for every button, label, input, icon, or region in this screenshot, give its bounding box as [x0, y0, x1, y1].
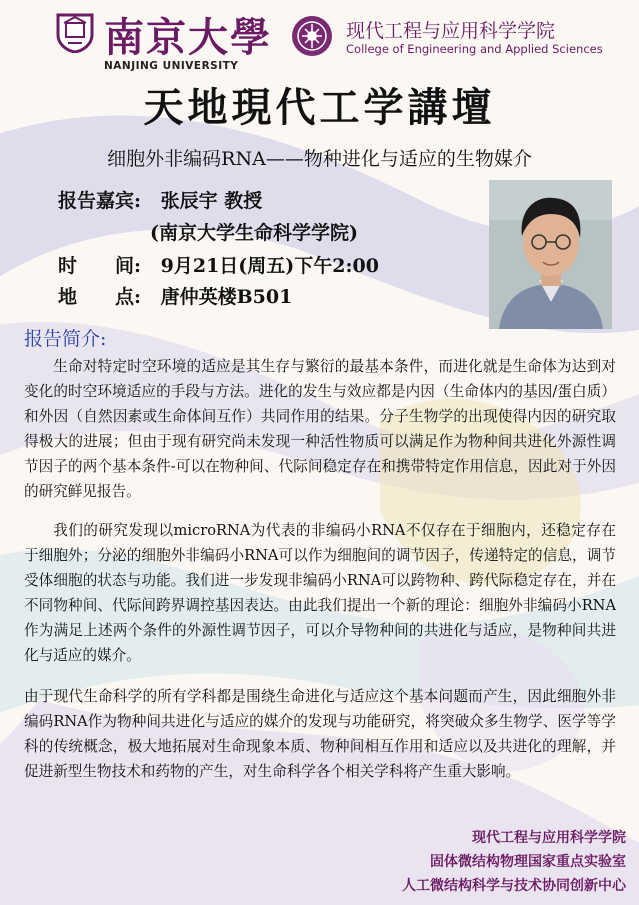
time-line [58, 251, 379, 278]
speaker-affiliation: (南京大学生命科学学院) [150, 222, 358, 244]
nju-seal-icon [54, 11, 96, 53]
intro-paragraph-2: 我们的研究发现以microRNA为代表的非编码小RNA不仅存在于细胞内，还稳定存在于细胞外；分泌的细胞外非编码小RNA可以作为细胞间的调节因子，传递特定的信息，调节受体细胞的状态与功能。我们进一步发现非编码小RNA可以跨物种、跨代际稳定存在，并在不同物种间、代际间跨界调控基因表达。由此我们提出一个新的理论：细胞外非编码小RNA作为满足上述两个条件的外源性调节因子，可以介导物种间的共进化与适应，是物种间共进化与适应的媒介。 [24, 522, 616, 664]
intro-paragraph-1: 生命对特定时空环境的适应是其生存与繁衍的最基本条件，而进化就是生命体为达到对变化的时空环境适应的手段与方法。进化的发生与效应都是内因（生命体内的基因/蛋白质）和外因（自然因素或生命体间互作）共同作用的结果。分子生物学的出现使得内因的研究取得极大的进展；但由于现有研究尚未发现一种活性物质可以满足作为物种间共进化外源性调节因子的两个基本条件-可以在物种间、代际间稳定存在和携带特定作用信息，因此对于外因的研究鲜见报告。 [24, 358, 616, 500]
speaker-name: 张辰宇 教授 [160, 190, 263, 212]
organizer-college: 现代工程与应用科学学院 [472, 830, 626, 846]
place-value: 唐仲英楼B501 [160, 286, 293, 308]
place-line [58, 282, 292, 309]
speaker-label: 报告嘉宾: [58, 190, 142, 212]
college-name-cn: 现代工程与应用科学学院 [346, 20, 556, 42]
intro-heading: 报告简介: [24, 328, 107, 350]
speaker-line [58, 186, 262, 213]
place-label: 地 点: [58, 286, 142, 308]
talk-title: 细胞外非编码RNA——物种进化与适应的生物媒介 [107, 148, 532, 170]
series-title: 天地現代工学講壇 [143, 84, 496, 131]
nju-english-name: NANJING UNIVERSITY [104, 60, 239, 72]
speaker-photo [489, 180, 612, 329]
college-name-en: College of Engineering and Applied Sciences [346, 42, 603, 56]
organizer-lab: 固体微结构物理国家重点实验室 [430, 854, 626, 870]
time-label: 时 间: [58, 255, 142, 277]
nju-logo-text: 南京大學 [104, 14, 272, 61]
time-value: 9月21日(周五)下午2:00 [160, 255, 379, 277]
college-seal-icon [290, 14, 334, 58]
intro-paragraph-3: 由于现代生命科学的所有学科都是围绕生命进化与适应这个基本问题而产生，因此细胞外非编码RNA作为物种间共进化与适应的媒介的发现与功能研究，将突破众多生物学、医学等学科的传统概念，极大地拓展对生命现象本质、物种间相互作用和适应以及共进化的理解，并促进新型生物技术和药物的产生，对生命科学各个相关学科将产生重大影响。 [24, 688, 616, 780]
organizer-center: 人工微结构科学与技术协同创新中心 [402, 878, 626, 894]
